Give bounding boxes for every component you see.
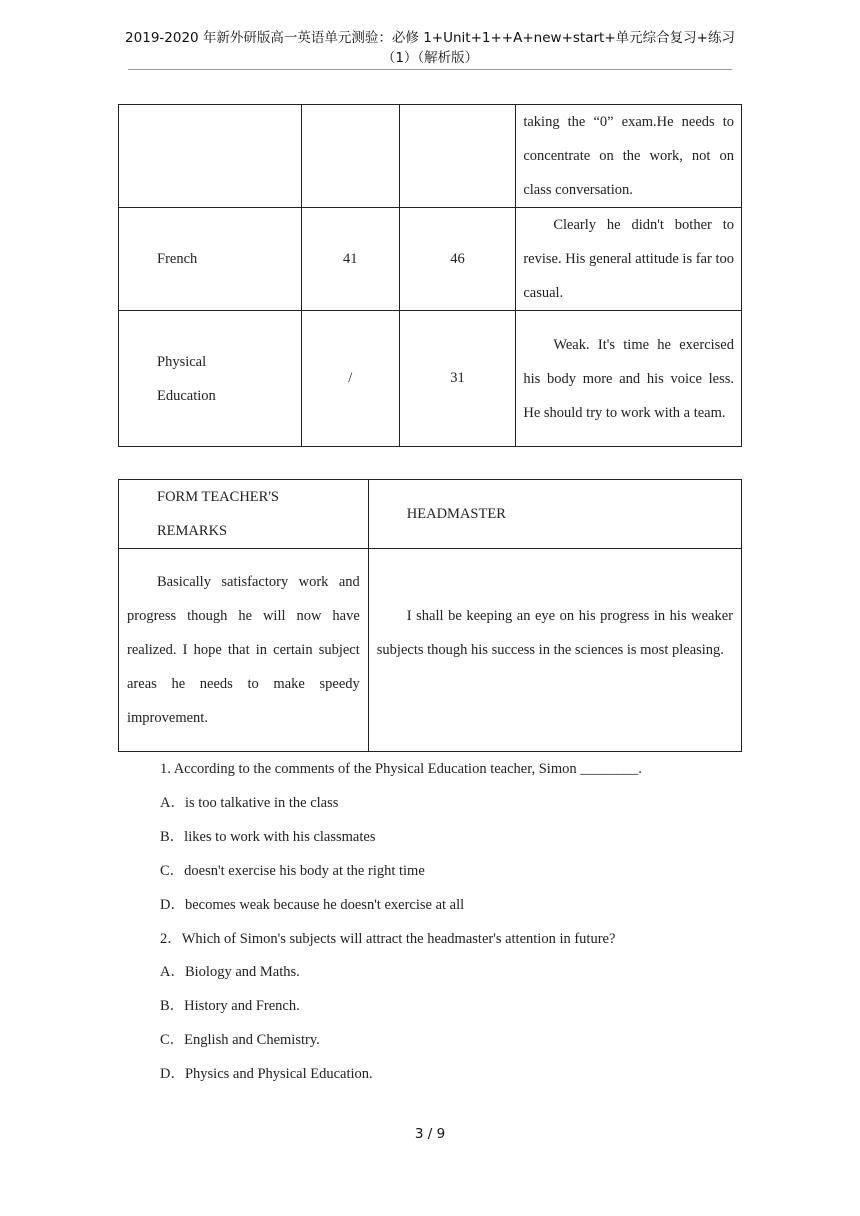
table-row <box>119 311 742 447</box>
table-row <box>119 549 742 752</box>
comment-text: taking the “0” exam.He needs to concentrate on the work, not on class conversation. <box>523 114 734 198</box>
table-row <box>119 105 742 208</box>
question-2-option-d: D．Physics and Physical Education. <box>160 1066 373 1082</box>
headmaster-header: HEADMASTER <box>368 480 741 549</box>
question-2-stem: 2．Which of Simon's subjects will attract the headmaster's attention in future? <box>160 931 616 947</box>
comment-text: Clearly he didn't bother to revise. His general attitude is far too casual. <box>523 217 734 301</box>
question-1-option-b: B．likes to work with his classmates <box>160 829 376 845</box>
comment-text: Weak. It's time he exercised his body more and his voice less. He should try to work with a team. <box>523 336 734 421</box>
subject-cell: French <box>119 208 302 311</box>
page-number: 3 / 9 <box>414 1126 446 1142</box>
table-row <box>119 208 742 311</box>
comment-cell <box>516 311 742 447</box>
header-rule <box>128 69 732 70</box>
score-cell: 46 <box>399 208 516 311</box>
headmaster-remarks-cell <box>368 549 741 752</box>
form-teacher-header <box>119 480 369 549</box>
question-1-option-c: C．doesn't exercise his body at the right time <box>160 863 425 879</box>
table-row <box>119 480 742 549</box>
score-cell <box>399 105 516 208</box>
form-teacher-remarks-cell <box>119 549 369 752</box>
form-teacher-remarks: Basically satisfactory work and progress though he will now have realized. I hope that in certain subject areas he needs to make speedy improvement. <box>127 574 360 726</box>
score-cell: 31 <box>399 311 516 447</box>
question-1-option-a: A．is too talkative in the class <box>160 795 339 811</box>
comment-cell <box>516 105 742 208</box>
subject-cell <box>119 105 302 208</box>
question-2-option-a: A．Biology and Maths. <box>160 964 300 980</box>
subject-text: Physical Education <box>157 353 216 404</box>
report-table <box>118 104 742 447</box>
question-2-option-b: B．History and French. <box>160 998 300 1014</box>
question-1-stem: 1. According to the comments of the Physical Education teacher, Simon ________. <box>160 761 642 777</box>
headmaster-remarks: I shall be keeping an eye on his progress in his weaker subjects though his success in the sciences is most pleasing. <box>376 608 733 658</box>
comment-cell <box>516 208 742 311</box>
score-cell: / <box>301 311 399 447</box>
subject-cell <box>119 311 302 447</box>
form-teacher-label: FORM TEACHER'S REMARKS <box>157 489 279 539</box>
score-cell <box>301 105 399 208</box>
header-title-line2: （1）（解析版） <box>381 50 479 66</box>
remarks-table <box>118 479 742 752</box>
score-cell: 41 <box>301 208 399 311</box>
question-2-option-c: C．English and Chemistry. <box>160 1032 320 1048</box>
page-header <box>120 28 740 68</box>
question-1-option-d: D．becomes weak because he doesn't exercise at all <box>160 897 465 913</box>
header-title-line1: 2019-2020 年新外研版高一英语单元测验：必修 1+Unit+1++A+new+start+单元综合复习+练习 <box>125 30 735 46</box>
